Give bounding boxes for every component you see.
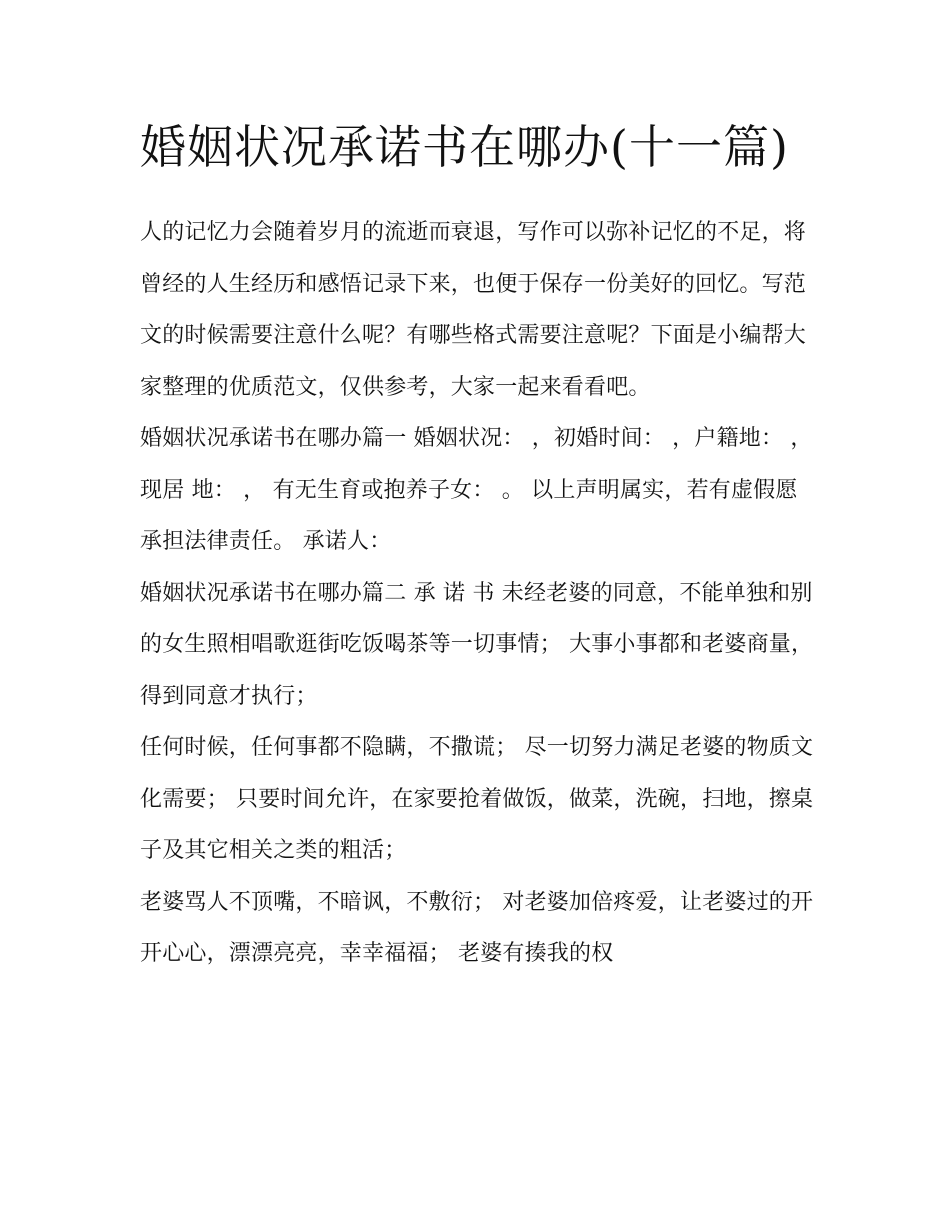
document-body bbox=[140, 110, 815, 980]
intro-paragraph: 人的记忆力会随着岁月的流逝而衰退，写作可以弥补记忆的不足，将曾经的人生经历和感悟记录下来，也便于保存一份美好的回忆。写范文的时候需要注意什么呢？有哪些格式需要注意呢？下面是小编帮大家整理的优质范文，仅供参考，大家一起来看看吧。 bbox=[140, 220, 807, 400]
document-title: 婚姻状况承诺书在哪办(十一篇) bbox=[140, 120, 789, 174]
section-two-continued-paragraph: 任何时候，任何事都不隐瞒，不撒谎； 尽一切努力满足老婆的物质文化需要； 只要时间允许，在家要抢着做饭，做菜，洗碗，扫地，擦桌子及其它相关之类的粗活； bbox=[140, 735, 814, 863]
section-two-paragraph: 婚姻状况承诺书在哪办篇二 承 诺 书 未经老婆的同意，不能单独和别的女生照相唱歌逛街吃饭喝茶等一切事情； 大事小事都和老婆商量，得到同意才执行； bbox=[140, 580, 814, 709]
section-one-paragraph: 婚姻状况承诺书在哪办篇一 婚姻状况： ，初婚时间： ，户籍地： ，现居 地： ， 有无生育或抱养子女： 。 以上声明属实，若有虚假愿承担法律责任。 承诺人： bbox=[140, 426, 813, 554]
section-two-final-paragraph: 老婆骂人不顶嘴，不暗讽，不敷衍； 对老婆加倍疼爱，让老婆过的开开心心，漂漂亮亮，幸幸福福； 老婆有揍我的权 bbox=[140, 889, 814, 966]
